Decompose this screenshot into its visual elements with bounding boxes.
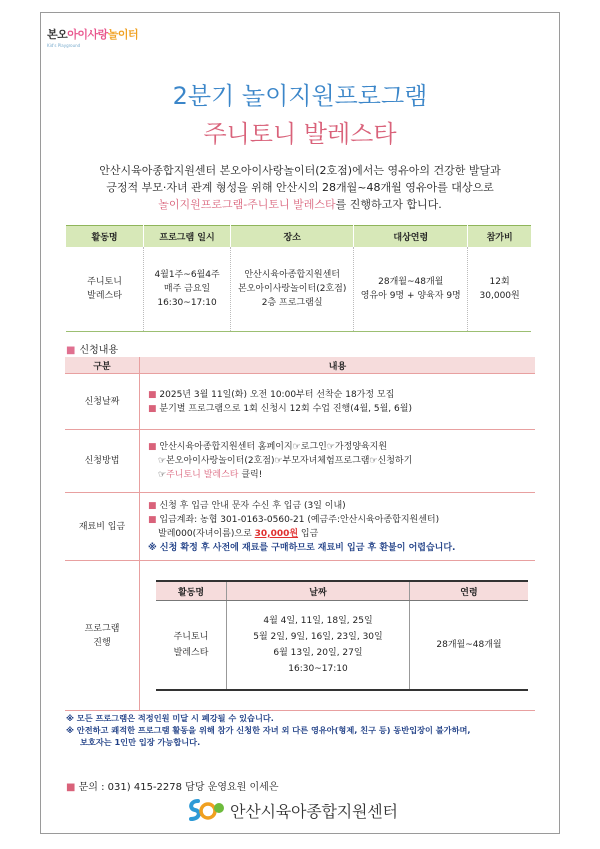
header-fee: 참가비 <box>468 226 531 248</box>
bullet-icon: ■ <box>148 389 157 400</box>
table-row <box>156 601 528 691</box>
bullet-icon: ■ <box>148 514 157 525</box>
bullet-icon: ■ <box>148 500 157 511</box>
playground-logo <box>47 26 138 48</box>
application-table <box>65 357 535 711</box>
logo-text-1: 본오 <box>47 28 68 41</box>
notice-line: 보호자는 1인만 입장 가능합니다. <box>80 737 201 747</box>
apply-date-content: ■ 2025년 3월 11일(화) 오전 10:00부터 선착순 18가정 모집 ■ 분기별 프로그램으로 1회 신청시 12회 수업 진행(4월, 5월, 6월) <box>140 374 536 430</box>
notice-block <box>66 712 536 748</box>
intro-paragraph <box>60 162 540 213</box>
cell-activity: 주니토니 발레스타 <box>156 601 227 691</box>
header-activity: 활동명 <box>156 581 227 601</box>
header-age: 연령 <box>410 581 529 601</box>
organization-logo-icon <box>186 797 226 823</box>
label-material-fee: 재료비 입금 <box>65 493 140 561</box>
square-bullet-icon: ■ <box>66 345 76 356</box>
table-header-row <box>156 581 528 601</box>
header-dates: 날짜 <box>227 581 410 601</box>
bullet-icon: ■ <box>148 442 157 452</box>
organization-name: 안산시육아종합지원센터 <box>230 801 398 821</box>
logo-text-2: 아이사랑 <box>67 28 108 41</box>
header-target-age: 대상연령 <box>354 226 468 248</box>
intro-line <box>60 196 540 213</box>
header-schedule: 프로그램 일시 <box>144 226 231 248</box>
cell-activity: 주니토니 발레스타 <box>66 247 144 332</box>
intro-highlight: 놀이지원프로그램-주니토니 발레스타 <box>158 198 336 211</box>
intro-line: 안산시육아종합지원센터 본오아이사랑놀이터(2호점)에서는 영유아의 건강한 발달과 <box>99 164 501 177</box>
program-info-table <box>66 225 531 332</box>
label-apply-date: 신청날짜 <box>65 374 140 430</box>
cell-age: 28개월~48개월 <box>410 601 529 691</box>
table-row <box>65 430 535 493</box>
section-title: 신청내용 <box>79 345 119 356</box>
refund-warning: ※ 신청 확정 후 사전에 재료를 구매하므로 재료비 입금 후 환불이 어렵습니다. <box>148 542 456 553</box>
notice-line: ※ 모든 프로그램은 적정인원 미달 시 폐강될 수 있습니다. <box>66 713 274 723</box>
cell-location: 안산시육아종합지원센터 본오아이사랑놀이터(2호점) 2층 프로그램실 <box>231 247 354 332</box>
table-header-row <box>65 357 535 374</box>
table-row <box>65 374 535 430</box>
cell-dates: 4월 4일, 11일, 18일, 25일 5월 2일, 9일, 16일, 23일, 30일 6월 13일, 20일, 27일 16:30~17:10 <box>227 601 410 691</box>
contact-info <box>66 778 278 793</box>
cell-schedule: 4월1주~6월4주 매주 금요일 16:30~17:10 <box>144 247 231 332</box>
section-heading <box>66 341 118 356</box>
intro-line: 긍정적 부모·자녀 관계 형성을 위해 안산시의 28개월~48개월 영유아를 대상으로 <box>106 181 494 194</box>
program-subtitle: 주니토니 발레스타 <box>203 120 397 148</box>
page-title: 2분기 놀이지원프로그램 <box>172 82 428 110</box>
table-header-row <box>66 226 531 248</box>
material-fee-content: ■ 신청 후 입금 안내 문자 수신 후 입금 (3일 이내) ■ 입금계좌: 농협 301-0163-0560-21 (예금주:안산시육아종합지원센터) 발레000(자녀이름)으로 30,000원 입금 ※ 신청 확정 후 사전에 재료를 구매하므로 재료비 입금 후 환불이 어렵습니다. <box>140 493 536 561</box>
organization-footer <box>186 797 398 823</box>
cell-fee: 12회 30,000원 <box>468 247 531 332</box>
logo-subtext: Kid's Playground <box>47 43 81 48</box>
header-category: 구분 <box>65 357 140 374</box>
apply-method-content: ■ 안산시육아종합지원센터 홈페이지☞로그인☞가정양육지원 ☞본오아이사랑놀이터(2호점)☞부모자녀체험프로그램☞신청하기 ☞주니토니 발레스타 클릭! <box>140 430 536 493</box>
schedule-table <box>156 580 528 691</box>
fee-amount: 30,000원 <box>254 528 299 539</box>
program-link-text: 주니토니 발레스타 <box>166 470 239 480</box>
table-row <box>66 247 531 332</box>
bullet-icon: ■ <box>148 403 157 414</box>
square-bullet-icon: ■ <box>66 782 76 793</box>
logo-text-3: 놀이터 <box>107 28 139 41</box>
program-progress-content <box>140 561 536 711</box>
notice-line: ※ 안전하고 쾌적한 프로그램 활동을 위해 참가 신청한 자녀 외 다른 영유아(형제, 친구 등) 동반입장이 불가하며, <box>66 725 471 735</box>
cell-target-age: 28개월~48개월 영유아 9명 + 양육자 9명 <box>354 247 468 332</box>
header-location: 장소 <box>231 226 354 248</box>
table-row <box>65 493 535 561</box>
label-program-progress: 프로그램 진행 <box>65 561 140 711</box>
table-row <box>65 561 535 711</box>
intro-text: 를 진행하고자 합니다. <box>335 198 442 211</box>
header-content: 내용 <box>140 357 536 374</box>
header-activity: 활동명 <box>66 226 144 248</box>
label-apply-method: 신청방법 <box>65 430 140 493</box>
contact-text: 문의 : 031) 415-2278 담당 운영요원 이세은 <box>78 782 279 793</box>
